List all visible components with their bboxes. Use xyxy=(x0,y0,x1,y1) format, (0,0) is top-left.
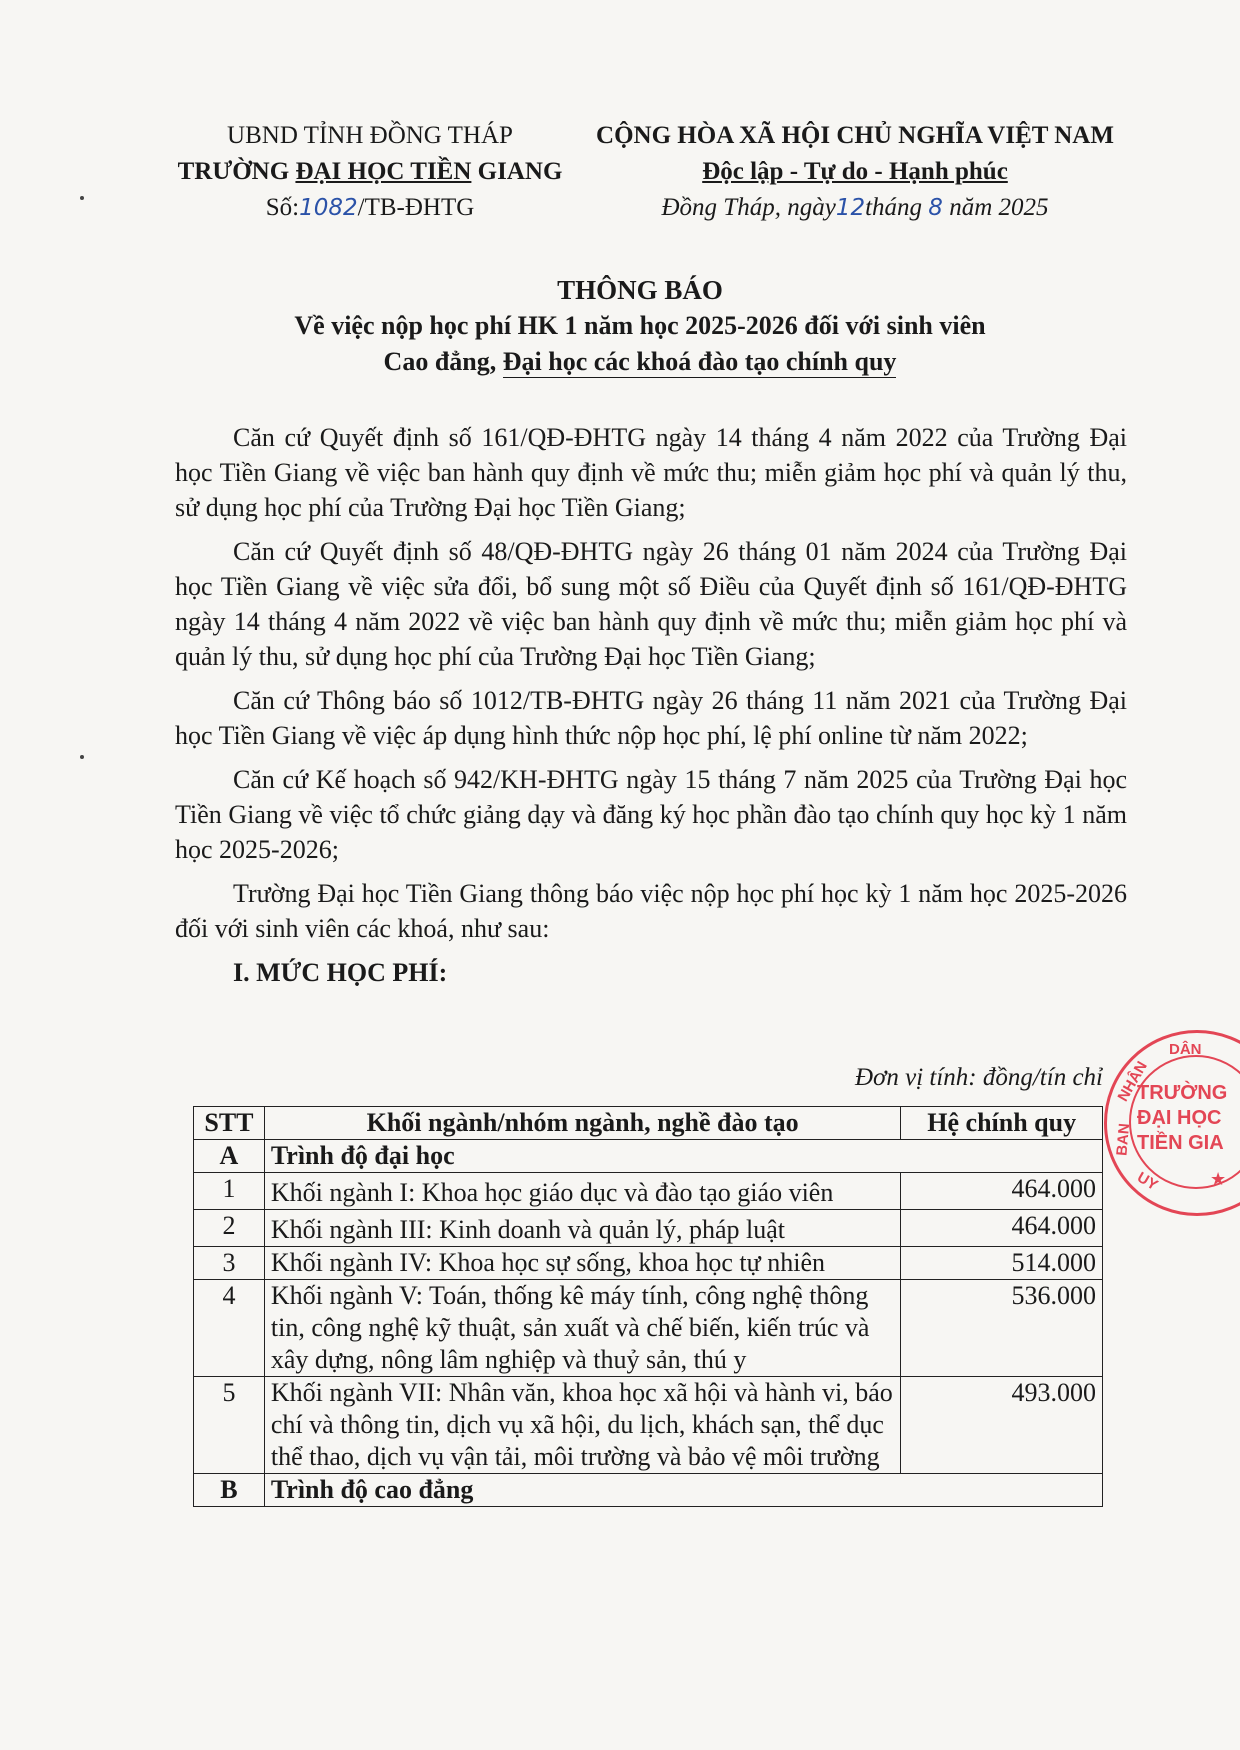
unit-note: Đơn vị tính: đồng/tín chỉ xyxy=(854,1064,1103,1091)
handwritten-day: 12 xyxy=(835,195,866,221)
seal-center-text: TRƯỜNG ĐẠI HỌC TIỀN GIA xyxy=(1137,1082,1228,1154)
issue-date: Đồng Tháp, ngày12tháng 8 năm 2025 xyxy=(661,194,1049,221)
group-row-a xyxy=(194,1140,1103,1173)
paragraph-basis-1: Căn cứ Quyết định số 161/QĐ-ĐHTG ngày 14 tháng 4 năm 2022 của Trường Đại học Tiền Giang về việc ban hành quy định về mức thu; miễn giảm học phí và quản lý thu, sử dụng học phí của Trường Đại học Tiền Giang; xyxy=(175,423,1127,522)
group-code: B xyxy=(194,1474,265,1507)
authority-name: UBND TỈNH ĐỒNG THÁP xyxy=(227,122,513,149)
paragraph-basis-2: Căn cứ Quyết định số 48/QĐ-ĐHTG ngày 26 tháng 01 năm 2024 của Trường Đại học Tiền Giang về việc sửa đổi, bổ sung một số Điều của Quyết định số 161/QĐ-ĐHTG ngày 14 tháng 4 năm 2022 về việc ban hành quy định về mức thu; miễn giảm học phí và quản lý thu, sử dụng học phí của Trường Đại học Tiền Giang; xyxy=(175,537,1127,671)
title-subject-line1: Về việc nộp học phí HK 1 năm học 2025-2026 đối với sinh viên xyxy=(294,311,986,340)
title-main: THÔNG BÁO xyxy=(557,275,723,305)
official-seal-stamp: DÂN NHÂN BAN UY TRƯỜNG ĐẠI HỌC TIỀN GIA ★ xyxy=(1104,1030,1240,1216)
table-row: 4 Khối ngành V: Toán, thống kê máy tính, công nghệ thông tin, công nghệ kỹ thuật, sản xuất và chế biến, kiến trúc và xây dựng, nông lâm nghiệp và thuỷ sản, thú y 536.000 xyxy=(194,1280,1103,1377)
table-row: 2 Khối ngành III: Kinh doanh và quản lý, pháp luật 464.000 xyxy=(194,1210,1103,1247)
document-body xyxy=(175,420,1127,990)
group-label: Trình độ đại học xyxy=(264,1140,1102,1173)
paragraph-basis-4: Căn cứ Kế hoạch số 942/KH-ĐHTG ngày 15 tháng 7 năm 2025 của Trường Đại học Tiền Giang về việc tổ chức giảng dạy và đăng ký học phần đào tạo chính quy học kỳ 1 năm học 2025-2026; xyxy=(175,765,1127,864)
header-program: Khối ngành/nhóm ngành, nghề đào tạo xyxy=(264,1107,901,1140)
motto: Độc lập - Tự do - Hạnh phúc xyxy=(702,158,1008,185)
paragraph-announcement: Trường Đại học Tiền Giang thông báo việc nộp học phí học kỳ 1 năm học 2025-2026 đối với sinh viên các khoá, như sau: xyxy=(175,879,1127,943)
star-icon: ★ xyxy=(1210,1169,1227,1189)
handwritten-number: 1082 xyxy=(299,195,358,221)
table-header-row xyxy=(194,1107,1103,1140)
document-number: Số:1082/TB-ĐHTG xyxy=(265,194,475,221)
section-heading: I. MỨC HỌC PHÍ: xyxy=(233,958,448,987)
group-code: A xyxy=(194,1140,265,1173)
scan-speck xyxy=(80,196,84,200)
group-label: Trình độ cao đẳng xyxy=(264,1474,1102,1507)
handwritten-month: 8 xyxy=(928,195,943,221)
tuition-table xyxy=(193,1106,1103,1507)
document-title xyxy=(160,272,1120,380)
issuing-authority-block xyxy=(150,118,590,226)
table-row: 5 Khối ngành VII: Nhân văn, khoa học xã hội và hành vi, báo chí và thông tin, dịch vụ xã hội, du lịch, khách sạn, thể dục thể thao, dịch vụ vận tải, môi trường và bảo vệ môi trường 493.000 xyxy=(194,1377,1103,1474)
title-subject-line2: Cao đẳng, Đại học các khoá đào tạo chính quy xyxy=(383,347,897,376)
table-row: 1 Khối ngành I: Khoa học giáo dục và đào tạo giáo viên 464.000 xyxy=(194,1173,1103,1210)
country-name: CỘNG HÒA XÃ HỘI CHỦ NGHĨA VIỆT NAM xyxy=(596,122,1114,149)
header-stt: STT xyxy=(194,1107,265,1140)
table-row: 3 Khối ngành IV: Khoa học sự sống, khoa học tự nhiên 514.000 xyxy=(194,1247,1103,1280)
paragraph-basis-3: Căn cứ Thông báo số 1012/TB-ĐHTG ngày 26 tháng 11 năm 2021 của Trường Đại học Tiền Giang về việc áp dụng hình thức nộp học phí, lệ phí online từ năm 2022; xyxy=(175,686,1127,750)
header-fee: Hệ chính quy xyxy=(901,1107,1103,1140)
school-name: TRƯỜNG ĐẠI HỌC TIỀN GIANG xyxy=(177,158,563,185)
group-row-b xyxy=(194,1474,1103,1507)
scan-speck xyxy=(80,755,84,759)
national-motto-block xyxy=(585,118,1125,226)
